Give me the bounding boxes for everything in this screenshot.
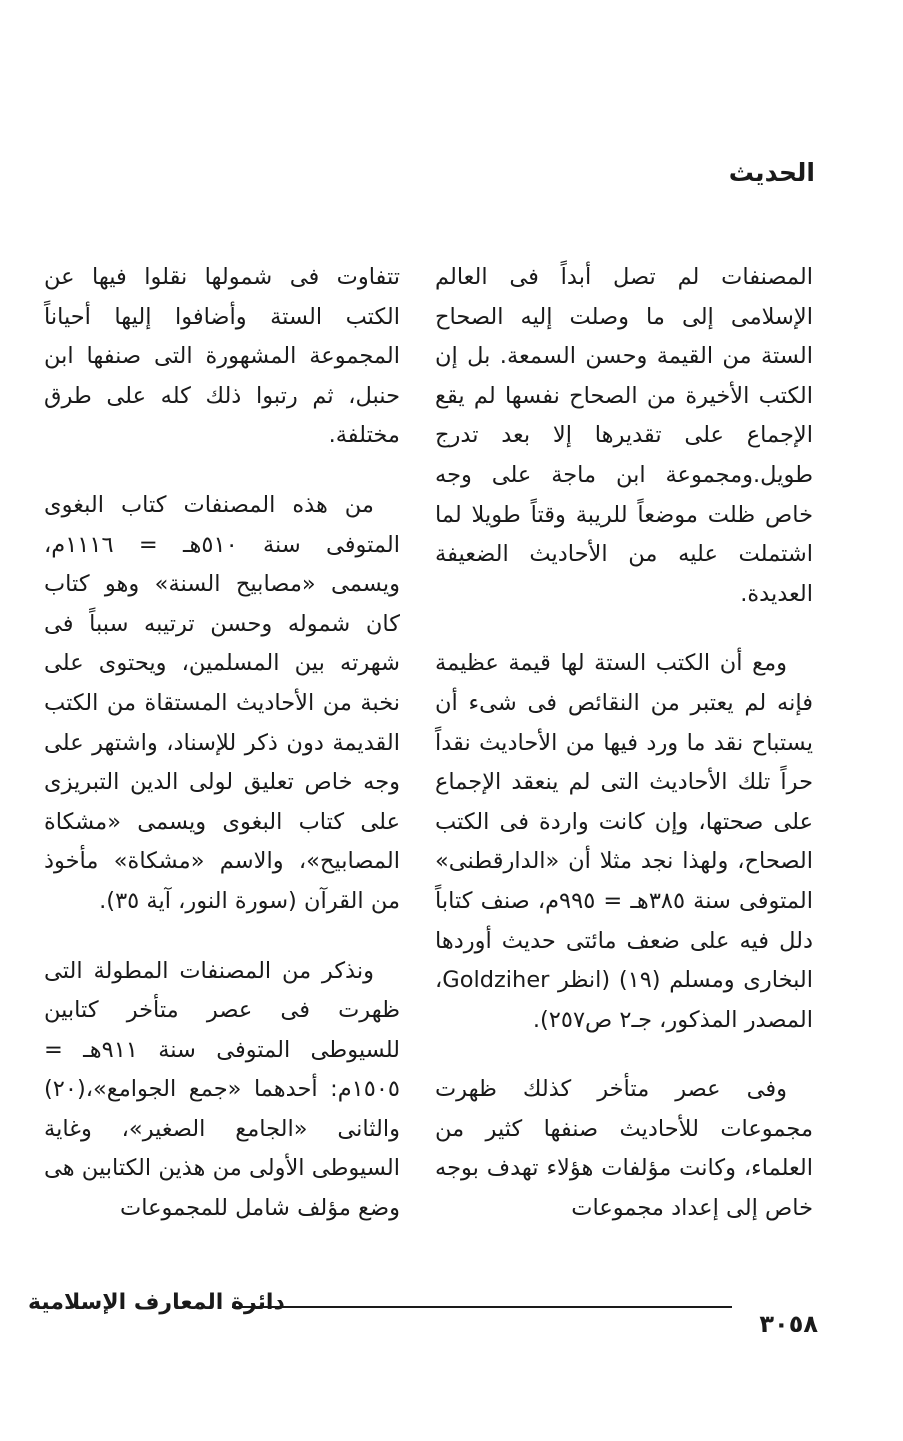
paragraph: من هذه المصنفات كتاب البغوى المتوفى سنة ٥١٠هـ = ١١١٦م، ويسمى «مصابيح السنة» وهو كتاب كان شموله وحسن ترتيبه سبباً فى شهرته بين المسلمين، ويحتوى على نخبة من الأحاديث المستقاة من الكتب القديمة دون ذكر للإسناد، واشتهر على وجه خاص تعليق لولى الدين التبريزى على كتاب البغوى ويسمى «مشكاة المصابيح»، والاسم «مشكاة» مأخوذ من القرآن (سورة النور، آية ٣٥). (44, 491, 400, 914)
paragraph: وفى عصر متأخر كذلك ظهرت مجموعات للأحاديث صنفها كثير من العلماء، وكانت مؤلفات هؤلاء تهدف بوجه خاص إلى إعداد مجموعات (435, 1076, 813, 1222)
running-head-title: الحديث (728, 158, 815, 187)
footer-divider (232, 1306, 732, 1308)
right-column (435, 258, 813, 1259)
paragraph: تتفاوت فى شمولها نقلوا فيها عن الكتب الستة وأضافوا إليها أحياناً المجموعة المشهورة التى صنفها ابن حنبل، ثم رتبوا ذلك كله على طرق مختلفة. (44, 264, 400, 449)
left-column (44, 258, 400, 1259)
footer-publication-title: دائرة المعارف الإسلامية (28, 1290, 285, 1315)
paragraph: المصنفات لم تصل أبداً فى العالم الإسلامى إلى ما وصلت إليه الصحاح الستة من القيمة وحسن السمعة. بل إن الكتب الأخيرة من الصحاح نفسها لم يقع الإجماع على تقديرها إلا بعد تدرج طويل.ومجموعة ابن ماجة على وجه خاص ظلت موضعاً للريبة وقتاً طويلا لما اشتملت عليه من الأحاديث الضعيفة العديدة. (435, 264, 813, 607)
paragraph: ومع أن الكتب الستة لها قيمة عظيمة فإنه لم يعتبر من النقائص فى شىء أن يستباح نقد ما ورد فيها من الأحاديث نقداً حراً تلك الأحاديث التى لم ينعقد الإجماع على صحتها، وإن كانت واردة فى الكتب الصحاح، ولهذا نجد مثلا أن «الدارقطنى» المتوفى سنة ٣٨٥هـ = ٩٩٥م، صنف كتاباً دلل فيه على ضعف مائتى حديث أوردها البخارى ومسلم (١٩) (انظر Goldziher، المصدر المذكور، جـ٢ ص٢٥٧). (435, 650, 813, 1033)
page-number: ٣٠٥٨ (759, 1310, 818, 1338)
paragraph: ونذكر من المصنفات المطولة التى ظهرت فى عصر متأخر كتابين للسيوطى المتوفى سنة ٩١١هـ = ١٥٠٥م: أحدهما «جمع الجوامع»،(٢٠) والثانى «الجامع الصغير»، وغاية السيوطى الأولى من هذين الكتابين هى وضع مؤلف شامل للمجموعات (44, 957, 400, 1222)
